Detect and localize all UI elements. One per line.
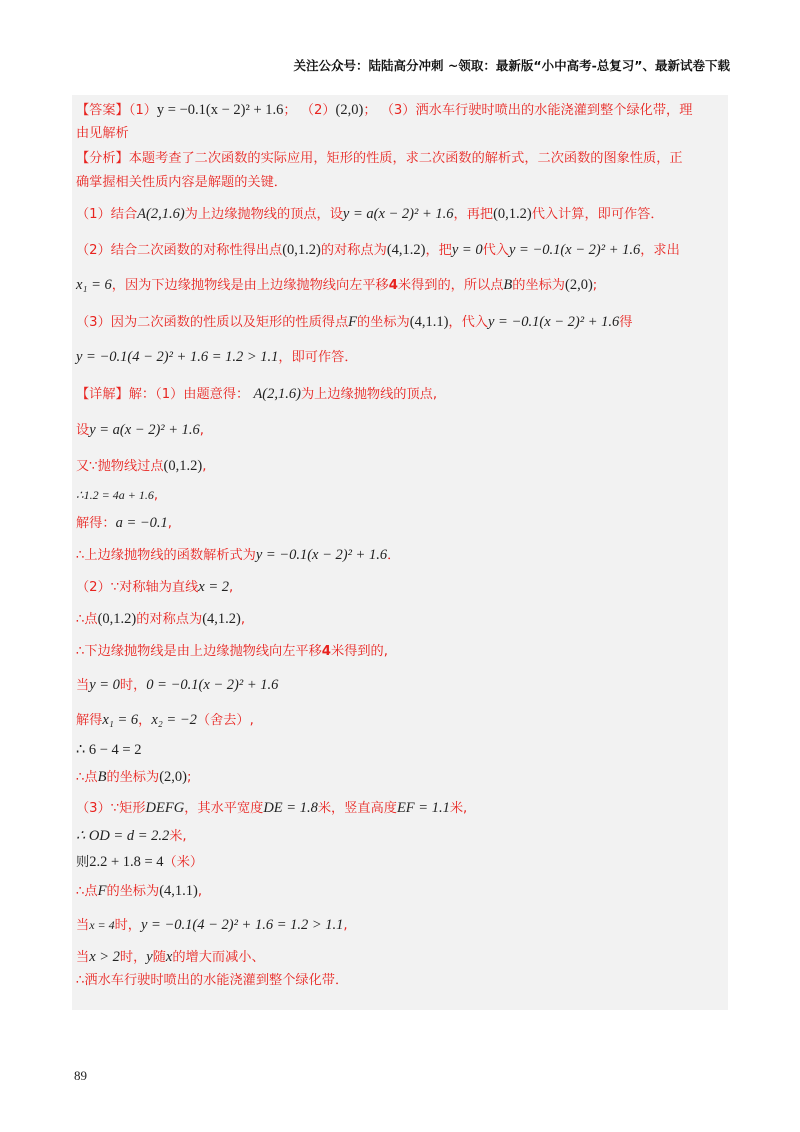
math: (0,1.2) [163,458,203,474]
text: 米, [169,829,187,844]
detail-line-11 [76,710,254,731]
text: 则 [76,855,90,870]
text: 米得到的，所以点 [397,278,504,293]
math: y = −0.1(x − 2)² + 1.6 [487,314,620,330]
math: A(2,1.6) [253,386,301,402]
text: ∴下边缘抛物线是由上边缘抛物线向左平移 [76,644,322,659]
text: 的增大而减小、 [172,950,265,965]
text: 代入 [482,243,509,258]
math: (4,1.2) [202,611,241,627]
text: 随 [152,950,166,965]
answer-part2-label: （2） [300,103,336,118]
text: 的坐标为 [106,884,160,899]
math: (2,0) [565,277,593,293]
text: 代入计算，即可作答． [531,207,664,222]
analysis-step2-cont [76,275,597,296]
math: x₁ = 6 [76,277,112,293]
answer-sep: ； [283,103,297,118]
text: 的坐标为 [357,315,410,330]
analysis-step2 [76,240,680,261]
text: 当 [76,950,90,965]
math: y = −0.1(4 − 2)² + 1.6 = 1.2 > 1.1 [141,917,344,933]
answer-part1-label: （1） [128,103,157,118]
math: DE = 1.8 [263,800,318,816]
text: , [202,459,207,474]
text: ∴点 [76,612,98,627]
math: EF = 1.1 [396,800,450,816]
detail-line-17 [76,881,202,902]
analysis-text-cont: 确掌握相关性质内容是解题的关键． [76,175,287,190]
answer-tag: 【答案】 [76,103,129,118]
text: 当 [76,918,90,933]
text: 的坐标为 [106,770,160,785]
text: 为上边缘抛物线的顶点，设 [184,207,343,222]
text: ; [186,770,192,785]
math: x = 2 [198,579,230,595]
detail-line-10 [76,675,278,696]
text: （2）结合二次函数的对称性得出点 [76,243,283,258]
text: （1）结合 [76,207,138,222]
detail-line-13 [76,767,191,788]
text: 解得： [76,516,116,531]
math: (4,1.1) [409,314,449,330]
detail-line-15 [76,826,187,847]
text: 得 [619,315,633,330]
analysis-tag: 【分析】 [76,151,129,166]
detail-line-1 [76,384,437,405]
math: (2,0) [159,769,187,785]
detail-line-8 [76,609,245,630]
math: DEFG [145,800,185,816]
detail-line-14 [76,798,467,819]
text: ，其水平宽度 [184,801,264,816]
text: 4 [321,644,331,659]
text: 当 [76,678,90,693]
text: ，代入 [448,315,488,330]
answer-sep: ； [363,103,377,118]
detail-line-20: ∴洒水车行驶时喷出的水能浇灌到整个绿化带． [76,973,349,988]
math: y = −0.1(4 − 2)² + 1.6 = 1.2 > 1.1 [76,349,279,365]
math: y = a(x − 2)² + 1.6 [342,206,454,222]
detail-line-16 [76,852,203,873]
text: ，因为下边缘抛物线是由上边缘抛物线向左平移 [111,278,389,293]
text: ，把 [425,243,452,258]
math: F [348,314,357,330]
math: (4,1.2) [386,242,426,258]
answer-part3: （3）洒水车行驶时喷出的水能浇灌到整个绿化带，理 [380,103,693,118]
text: ，再把 [453,207,494,222]
text: ，求出 [640,243,680,258]
text: , [240,612,246,627]
math: y = 0 [89,677,120,693]
math: y = −0.1(x − 2)² + 1.6 [255,547,388,563]
text: （米） [163,855,204,870]
analysis-step3 [76,312,632,333]
text: ∴上边缘抛物线的函数解析式为 [76,548,256,563]
text: , [153,488,159,503]
math: F [97,883,107,899]
math: ∴1.2 = 4a + 1.6 [76,488,154,502]
text: 设 [76,423,90,438]
math: y [146,949,153,965]
analysis-text: 本题考查了二次函数的实际应用，矩形的性质，求二次函数的解析式，二次函数的图象性质，正 [128,151,683,166]
text: 4 [388,278,398,293]
math: x [165,949,173,965]
math: 0 = −0.1(x − 2)² + 1.6 [146,677,279,693]
analysis-step3-cont [76,347,358,368]
detail-line-2 [76,420,204,441]
detail-line-12 [76,740,141,761]
math: x = 4 [89,918,115,932]
math: a = −0.1 [115,515,168,531]
detail-line-18 [76,915,348,936]
text: ∴点 [76,770,98,785]
text: （舍去）, [196,713,254,728]
detail-line-3 [76,456,206,477]
text: 时， [119,950,147,965]
text: ，即可作答． [278,350,358,365]
math: ∴ OD = d = 2.2 [76,828,170,844]
detail-line-6 [76,545,400,566]
answer-part1-math: y = −0.1(x − 2)² + 1.6 [156,102,284,118]
answer-line [76,100,692,121]
text: 时， [119,678,147,693]
math: (4,1.1) [159,883,198,899]
answer-line-cont: 由见解析 [76,126,129,141]
text: , [199,423,204,438]
text: 米, [449,801,468,816]
math: (0,1.2) [97,611,137,627]
text: 的坐标为 [512,278,565,293]
text: 又∵抛物线过点 [76,459,164,474]
text: , [197,884,203,899]
math: x₂ = −2 [151,712,197,728]
math: A(2,1.6) [137,206,185,222]
text: , [167,516,172,531]
text: 米得到的, [330,644,388,659]
text: ． [387,548,401,563]
math: ∴ 6 − 4 = 2 [76,742,142,758]
detail-line-9 [76,642,388,662]
text: 时， [114,918,141,933]
page-header: 关注公众号：陆陆高分冲刺 ~领取：最新版“小中高考-总复习”、最新试卷下载 [293,58,730,73]
math: (0,1.2) [493,206,532,222]
text: （3）∵矩形 [76,801,146,816]
analysis-line [76,149,683,169]
math: y = −0.1(x − 2)² + 1.6 [508,242,641,258]
math: y = a(x − 2)² + 1.6 [89,422,200,438]
text: （3）因为二次函数的性质以及矩形的性质得点 [76,315,349,330]
text: 的对称点为 [320,243,387,258]
math: y = 0 [451,242,483,258]
answer-part2-math: (2,0) [335,102,364,118]
text: 为上边缘抛物线的顶点, [300,387,438,402]
math: 2.2 + 1.8 = 4 [89,854,164,870]
detail-line-19 [76,947,265,968]
text: 解：（1）由题意得： [128,387,250,402]
text: （2）∵对称轴为直线 [76,580,199,595]
text: ; [592,278,598,293]
math: B [97,769,107,785]
text: , [229,580,234,595]
page-number: 89 [74,1068,87,1083]
text: 米，竖直高度 [317,801,397,816]
text: 的对称点为 [136,612,203,627]
text: 解得 [76,713,103,728]
detail-line-5 [76,513,172,534]
math: x > 2 [89,949,120,965]
text: ∴点 [76,884,98,899]
detail-line-7 [76,577,233,598]
math: (0,1.2) [282,242,321,258]
detail-line-4 [76,485,158,506]
math: B [503,277,513,293]
analysis-step1 [76,204,664,225]
math: x₁ = 6 [102,712,139,728]
detail-tag: 【详解】 [76,387,129,402]
text: , [343,918,348,933]
text: ， [138,713,152,728]
